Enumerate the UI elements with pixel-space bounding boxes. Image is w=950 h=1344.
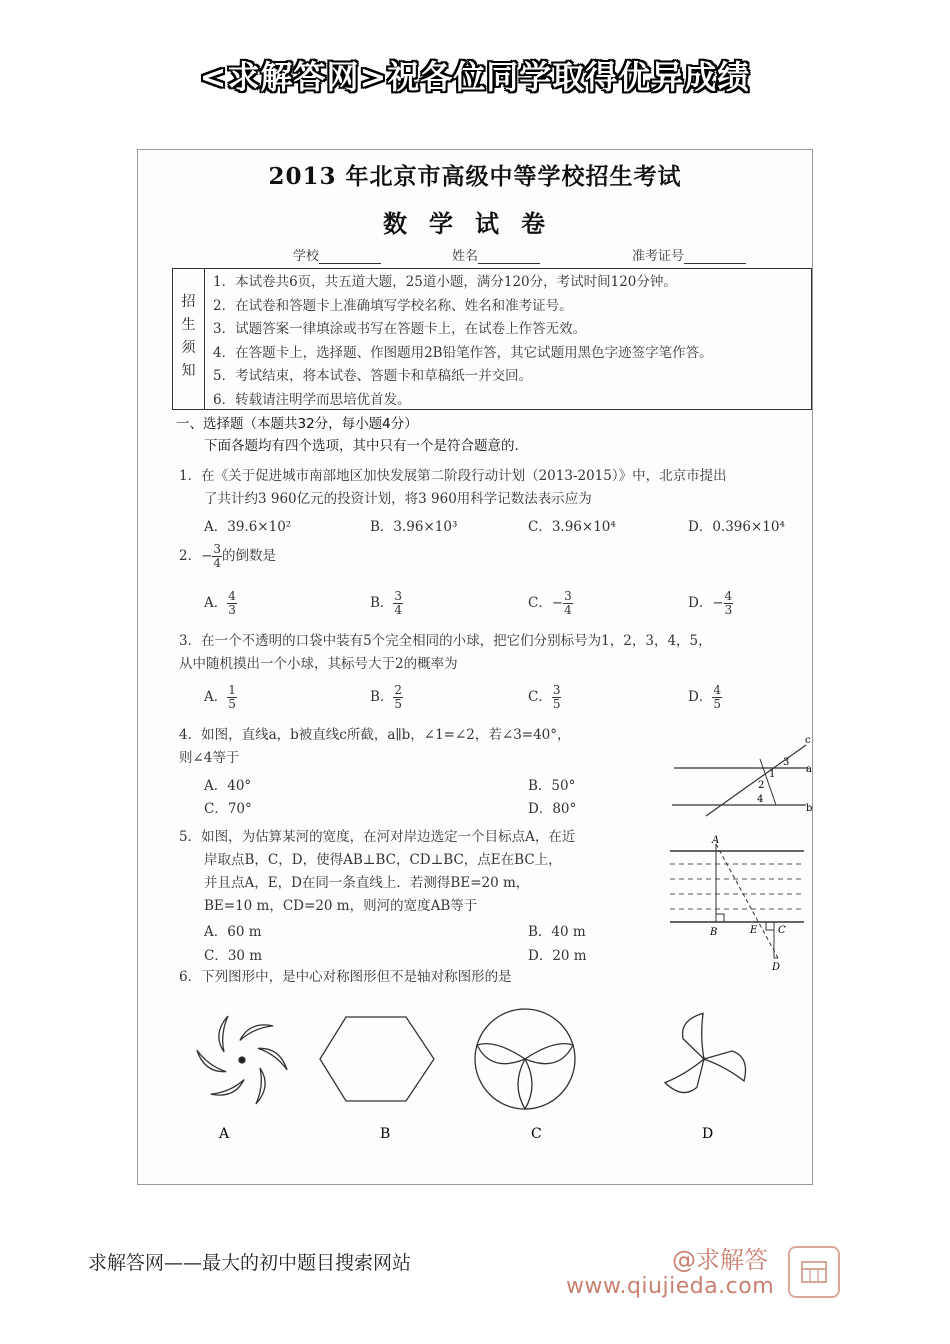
- q1-text-line2: 了共计约3 960亿元的投资计划，将3 960用科学记数法表示应为: [204, 491, 592, 507]
- q4-label-b: b: [806, 803, 813, 814]
- q4-figure: [666, 733, 814, 823]
- q1-option-b: B．3.96×10³: [370, 519, 458, 535]
- fraction-denominator: 4: [213, 556, 222, 570]
- exam-notice-box: [172, 268, 812, 410]
- watermark-logo: [560, 1232, 860, 1316]
- fraction-denominator: 3: [228, 603, 236, 617]
- notice-head-char: 生: [181, 317, 196, 333]
- school-label: 学校: [293, 249, 320, 264]
- school-field: [293, 245, 381, 264]
- q5-option-c: C．30 m: [204, 948, 263, 964]
- notice-item: 3．试题答案一律填涂或书写在答题卡上，在试卷上作答无效。: [213, 321, 587, 337]
- option-label: A．: [204, 689, 228, 705]
- option-label: D．: [688, 689, 713, 705]
- q6-figure-a: [192, 1016, 291, 1104]
- q5-text-line1: 5．如图，为估算某河的宽度，在河对岸边选定一个目标点A，在近: [179, 829, 576, 845]
- name-label: 姓名: [452, 249, 479, 264]
- q4-label-1: 1: [769, 769, 776, 780]
- q4-text-line2: 则∠4等于: [179, 750, 240, 766]
- notice-list: [213, 271, 809, 412]
- fraction-numerator: 3: [213, 542, 222, 556]
- q2-option-b: [370, 590, 403, 617]
- q2-option-d: [688, 590, 733, 617]
- option-label: D．: [688, 595, 713, 611]
- q5-figure: [666, 834, 808, 974]
- fraction-numerator: 3: [564, 589, 572, 603]
- q6-figure-b: [320, 1017, 434, 1101]
- q6-text: 6．下列图形中，是中心对称图形但不是轴对称图形的是: [179, 969, 512, 985]
- fraction-numerator: 3: [552, 683, 561, 697]
- q2-fraction: [212, 543, 222, 570]
- fraction-numerator: 4: [228, 589, 236, 603]
- option-sign: −: [551, 595, 564, 611]
- q1-option-a: A．39.6×10²: [204, 519, 292, 535]
- exam-title: 2013 年北京市高级中等学校招生考试: [268, 163, 682, 190]
- fraction-numerator: 1: [228, 683, 236, 697]
- q5-text-line2: 岸取点B，C，D，使得AB⊥BC，CD⊥BC，点E在BC上，: [204, 852, 562, 868]
- notice-head-char: 招: [181, 294, 196, 310]
- q5-label-e: E: [750, 925, 758, 936]
- notice-item: 2．在试卷和答题卡上准确填写学校名称、姓名和准考证号。: [213, 297, 573, 314]
- option-label: B．: [370, 595, 394, 611]
- q1-option-d: D．0.396×10⁴: [688, 519, 785, 535]
- q1-option-c: C．3.96×10⁴: [528, 519, 616, 535]
- ticket-field: [632, 245, 746, 264]
- q3-option-d: [688, 684, 722, 711]
- q3-option-a: [204, 684, 237, 711]
- q4-label-3: 3: [783, 757, 790, 768]
- q3-option-c: [528, 684, 561, 711]
- q5-option-b: B．40 m: [528, 924, 586, 940]
- fraction-numerator: 4: [724, 589, 733, 603]
- q3-text-line2: 从中随机摸出一个小球，其标号大于2的概率为: [179, 656, 458, 672]
- q6-figure-d: [664, 1012, 745, 1099]
- q2-number: 2．: [179, 548, 202, 564]
- option-label: B．: [370, 689, 394, 705]
- q4-label-a: a: [806, 764, 812, 775]
- option-label: A．: [204, 595, 228, 611]
- q3-text-line1: 3．在一个不透明的口袋中装有5个完全相同的小球，把它们分别标号为1，2，3，4，5，: [179, 633, 712, 649]
- fraction-denominator: 4: [564, 603, 572, 617]
- q4-option-b: B．50°: [528, 778, 576, 794]
- q4-label-c: c: [805, 735, 811, 746]
- q5-text-line3: 并且点A，E，D在同一条直线上．若测得BE=20 m，: [204, 875, 530, 891]
- q5-label-a: A: [712, 835, 720, 846]
- option-label: C．: [528, 689, 552, 705]
- ticket-label: 准考证号: [632, 249, 685, 264]
- fraction-numerator: 3: [394, 589, 403, 603]
- q5-label-b: B: [710, 927, 718, 938]
- option-sign: −: [712, 595, 724, 611]
- fraction-numerator: 2: [394, 683, 403, 697]
- section-header: 一、选择题（本题共32分，每小题4分）: [176, 416, 418, 432]
- fraction-denominator: 3: [724, 603, 733, 617]
- watermark-brand: @求解答: [672, 1246, 768, 1274]
- fraction-denominator: 4: [394, 603, 403, 617]
- q6-label-c: C: [531, 1126, 542, 1140]
- notice-item: 5．考试结束，将本试卷、答题卡和草稿纸一并交回。: [213, 368, 533, 384]
- section-instruction: 下面各题均有四个选项，其中只有一个是符合题意的.: [204, 438, 519, 454]
- q2-stem: [179, 543, 276, 570]
- watermark-url: www.qiujieda.com: [566, 1274, 775, 1299]
- q4-option-a: A．40°: [204, 778, 252, 794]
- q4-text-line1: 4．如图，直线a，b被直线c所截，a∥b，∠1=∠2，若∠3=40°，: [179, 727, 571, 743]
- q6-figures: [178, 1005, 798, 1140]
- q2-option-a: [204, 590, 237, 617]
- q4-option-d: D．80°: [528, 801, 577, 817]
- fraction-denominator: 5: [552, 697, 561, 711]
- q4-option-c: C．70°: [204, 801, 252, 817]
- fraction-numerator: 4: [713, 683, 721, 697]
- q5-option-d: D．20 m: [528, 948, 587, 964]
- name-field: [452, 245, 540, 264]
- logo-icon: [788, 1246, 840, 1298]
- q2-text: 的倒数是: [222, 548, 277, 564]
- q5-text-line4: BE=10 m，CD=20 m，则河的宽度AB等于: [204, 898, 478, 914]
- q6-label-d: D: [702, 1126, 714, 1140]
- fraction-denominator: 5: [228, 697, 236, 711]
- q3-option-b: [370, 684, 403, 711]
- fraction-denominator: 5: [713, 697, 721, 711]
- q6-label-a: A: [219, 1126, 230, 1140]
- q5-label-c: C: [778, 925, 786, 936]
- notice-item: 1．本试卷共6页，共五道大题，25道小题，满分120分，考试时间120分钟。: [213, 274, 677, 290]
- page-banner: <求解答网>祝各位同学取得优异成绩: [199, 58, 751, 96]
- exam-paper: [137, 149, 813, 1185]
- q2-sign: −: [201, 548, 213, 564]
- q6-label-b: B: [380, 1126, 391, 1140]
- exam-subject: 数学试卷: [383, 209, 567, 238]
- notice-head-char: 知: [181, 363, 196, 379]
- q2-option-c: [528, 590, 573, 617]
- notice-item: 6．转载请注明学而思培优首发。: [213, 391, 411, 408]
- q5-label-d: D: [772, 962, 781, 973]
- fraction-denominator: 5: [394, 697, 403, 711]
- footer-tagline: 求解答网——最大的初中题目搜索网站: [88, 1252, 412, 1274]
- q5-option-a: A．60 m: [204, 924, 262, 940]
- notice-head-char: 须: [181, 340, 196, 356]
- q6-figure-c: [475, 1009, 575, 1109]
- notice-item: 4．在答题卡上，选择题、作图题用2B铅笔作答，其它试题用黑色字迹签字笔作答。: [213, 344, 713, 361]
- notice-heading: [173, 269, 205, 409]
- q4-label-2: 2: [758, 780, 765, 791]
- q1-text-line1: 1．在《关于促进城市南部地区加快发展第二阶段行动计划（2013-2015）》中，北京市提出: [179, 468, 727, 484]
- option-label: C．: [528, 595, 552, 611]
- q4-label-4: 4: [757, 794, 764, 805]
